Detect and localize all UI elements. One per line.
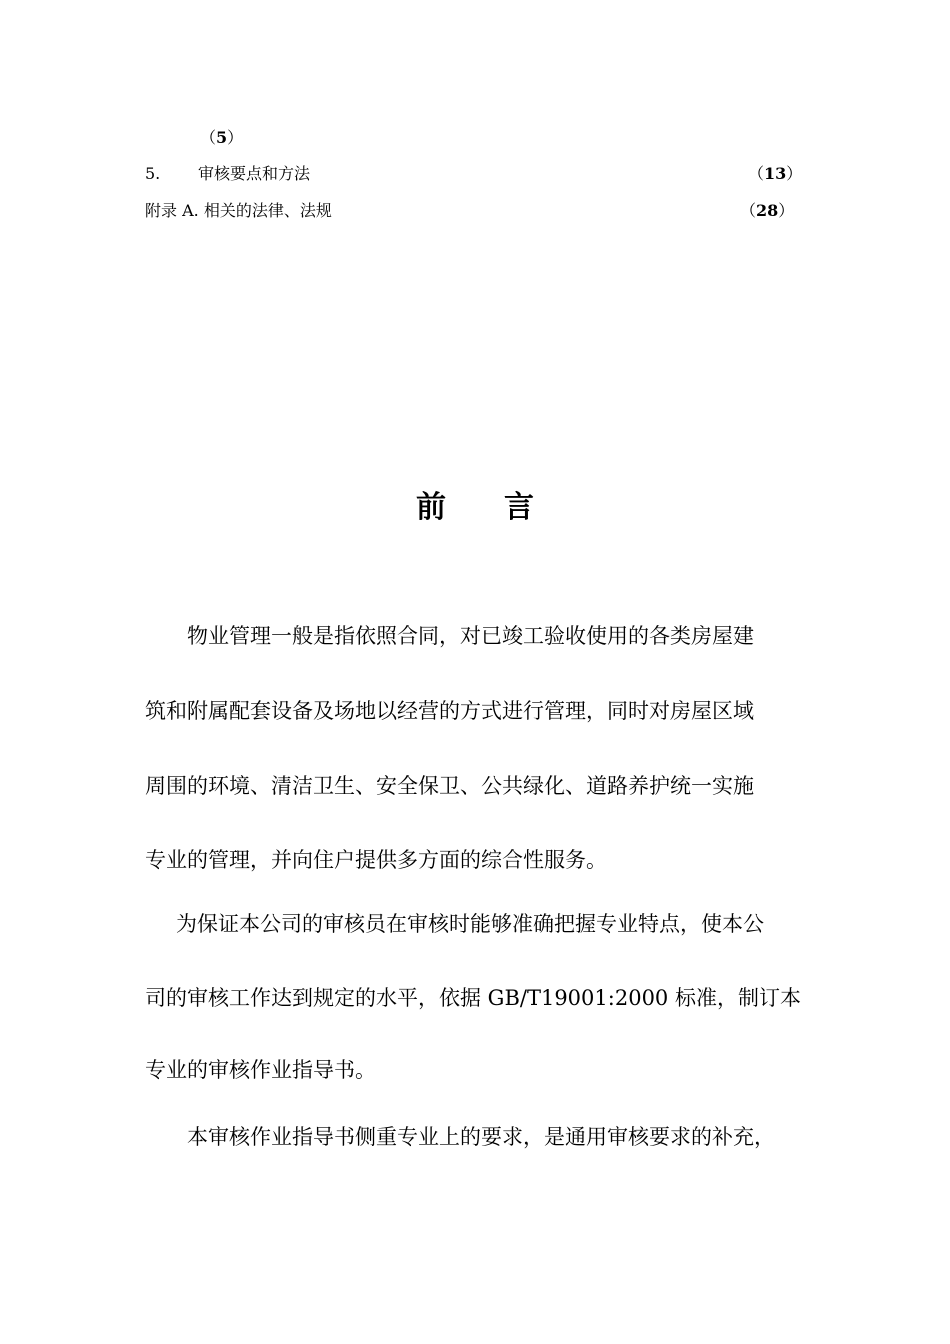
preface-title [0, 488, 950, 528]
toc-page-number: （5） [200, 128, 244, 147]
toc-item-5-number[interactable]: 5. [145, 164, 161, 183]
toc-page-5: 5 [216, 128, 228, 147]
para1-line2: 筑和附属配套设备及场地以经营的方式进行管理，同时对房屋区域 [145, 699, 754, 723]
para3-line1: 本审核作业指导书侧重专业上的要求，是通用审核要求的补充， [187, 1125, 775, 1149]
para2-line3: 专业的审核作业指导书。 [145, 1058, 376, 1082]
para2-line2: 司的审核工作达到规定的水平，依据 GB/T19001:2000 标准，制订本 [145, 986, 801, 1010]
preface-title-char-2: 言 [504, 490, 534, 525]
preface-title-char-1: 前 [416, 490, 446, 525]
para1-line1: 物业管理一般是指依照合同，对已竣工验收使用的各类房屋建 [187, 624, 754, 648]
para2-line1: 为保证本公司的审核员在审核时能够准确把握专业特点，使本公 [176, 912, 764, 936]
para1-line3: 周围的环境、清洁卫生、安全保卫、公共绿化、道路养护统一实施 [145, 774, 754, 798]
toc-appendix-title[interactable]: 附录 A. 相关的法律、法规 [145, 201, 332, 220]
para1-line4: 专业的管理，并向住户提供多方面的综合性服务。 [145, 848, 607, 872]
toc-appendix-page: （28） [740, 201, 795, 220]
toc-item-5-title[interactable]: 审核要点和方法 [198, 164, 311, 183]
toc-item-5-page: （13） [748, 164, 803, 183]
